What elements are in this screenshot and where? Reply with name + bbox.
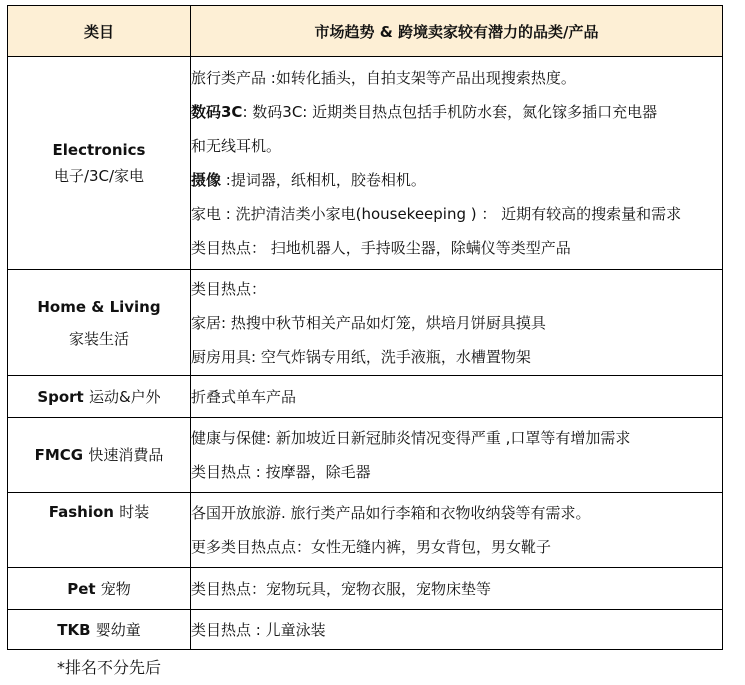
trend-line: 类目热点：	[191, 279, 267, 298]
trend-line-label: 摄像	[191, 171, 222, 189]
trend-line	[191, 163, 722, 197]
trend-line-text: :提词器，纸相机，胶卷相机。	[221, 171, 426, 189]
trend-line-text: : 数码3C: 近期类目热点包括手机防水套，氮化镓多插口充电器	[242, 103, 658, 121]
category-en: Sport	[37, 387, 84, 406]
trend-line: 类目热点 : 按摩器，除毛器	[191, 463, 371, 481]
table-header-row	[8, 6, 723, 57]
trend-cell	[191, 270, 723, 376]
category-zh: 运动&户外	[88, 387, 161, 406]
category-trend-table	[7, 5, 723, 650]
category-zh: 家装生活	[68, 329, 129, 348]
category-zh: 时装	[119, 503, 150, 521]
trend-cell	[191, 418, 723, 493]
category-en: Pet	[67, 579, 96, 598]
table-row	[8, 376, 723, 418]
header-trend: 市场趋势 & 跨境卖家较有潜力的品类/产品	[191, 6, 723, 57]
category-zh: 电子/3C/家电	[53, 167, 145, 185]
category-en: FMCG	[34, 446, 84, 464]
category-en: Electronics	[52, 141, 146, 159]
header-category: 类目	[8, 6, 191, 57]
category-cell	[8, 270, 191, 376]
category-zh: 婴幼童	[95, 620, 141, 639]
table-row	[8, 568, 723, 610]
trend-line: 类目热点： 扫地机器人，手持吸尘器，除螨仪等类型产品	[191, 239, 571, 257]
category-cell	[8, 418, 191, 493]
trend-cell	[191, 610, 723, 650]
trend-line	[191, 95, 722, 129]
trend-line: 各国开放旅游. 旅行类产品如行李箱和衣物收纳袋等有需求。	[191, 504, 591, 522]
trend-line-label: 数码3C	[191, 103, 243, 121]
table-row	[8, 418, 723, 493]
trend-line: 健康与保健: 新加坡近日新冠肺炎情况变得严重 ,口罩等有增加需求	[191, 429, 631, 447]
trend-line: 类目热点：宠物玩具，宠物衣服，宠物床垫等	[191, 579, 492, 598]
category-en: Home & Living	[37, 297, 161, 316]
category-cell	[8, 376, 191, 418]
trend-cell	[191, 57, 723, 270]
trend-cell	[191, 376, 723, 418]
trend-line: 旅行类产品 :如转化插头，自拍支架等产品出现搜索热度。	[191, 69, 576, 87]
category-zh: 快速消費品	[88, 446, 164, 464]
trend-line: 类目热点 : 儿童泳装	[191, 620, 326, 639]
trend-line: 厨房用具: 空气炸锅专用纸，洗手液瓶，水槽置物架	[191, 347, 531, 366]
category-cell	[8, 57, 191, 270]
category-en: Fashion	[48, 503, 114, 521]
trend-line: 家电 : 洗护清洁类小家电(housekeeping ) ： 近期有较高的搜索量和需求	[191, 205, 682, 223]
category-cell	[8, 568, 191, 610]
category-cell	[8, 610, 191, 650]
trend-cell	[191, 493, 723, 568]
trend-cell	[191, 568, 723, 610]
table-row	[8, 57, 723, 270]
table-row	[8, 270, 723, 376]
category-cell	[8, 493, 191, 568]
trend-line: 家居: 热搜中秋节相关产品如灯笼，烘培月饼厨具摸具	[191, 313, 546, 332]
table-row	[8, 493, 723, 568]
category-en: TKB	[57, 620, 91, 639]
trend-line: 折叠式单车产品	[191, 387, 297, 406]
category-zh: 宠物	[100, 579, 131, 598]
table-row	[8, 610, 723, 650]
footnote: *排名不分先后	[57, 658, 162, 677]
trend-line: 和无线耳机。	[191, 137, 282, 155]
trend-line: 更多类目热点点：女性无缝内裤，男女背包，男女靴子	[191, 538, 552, 556]
